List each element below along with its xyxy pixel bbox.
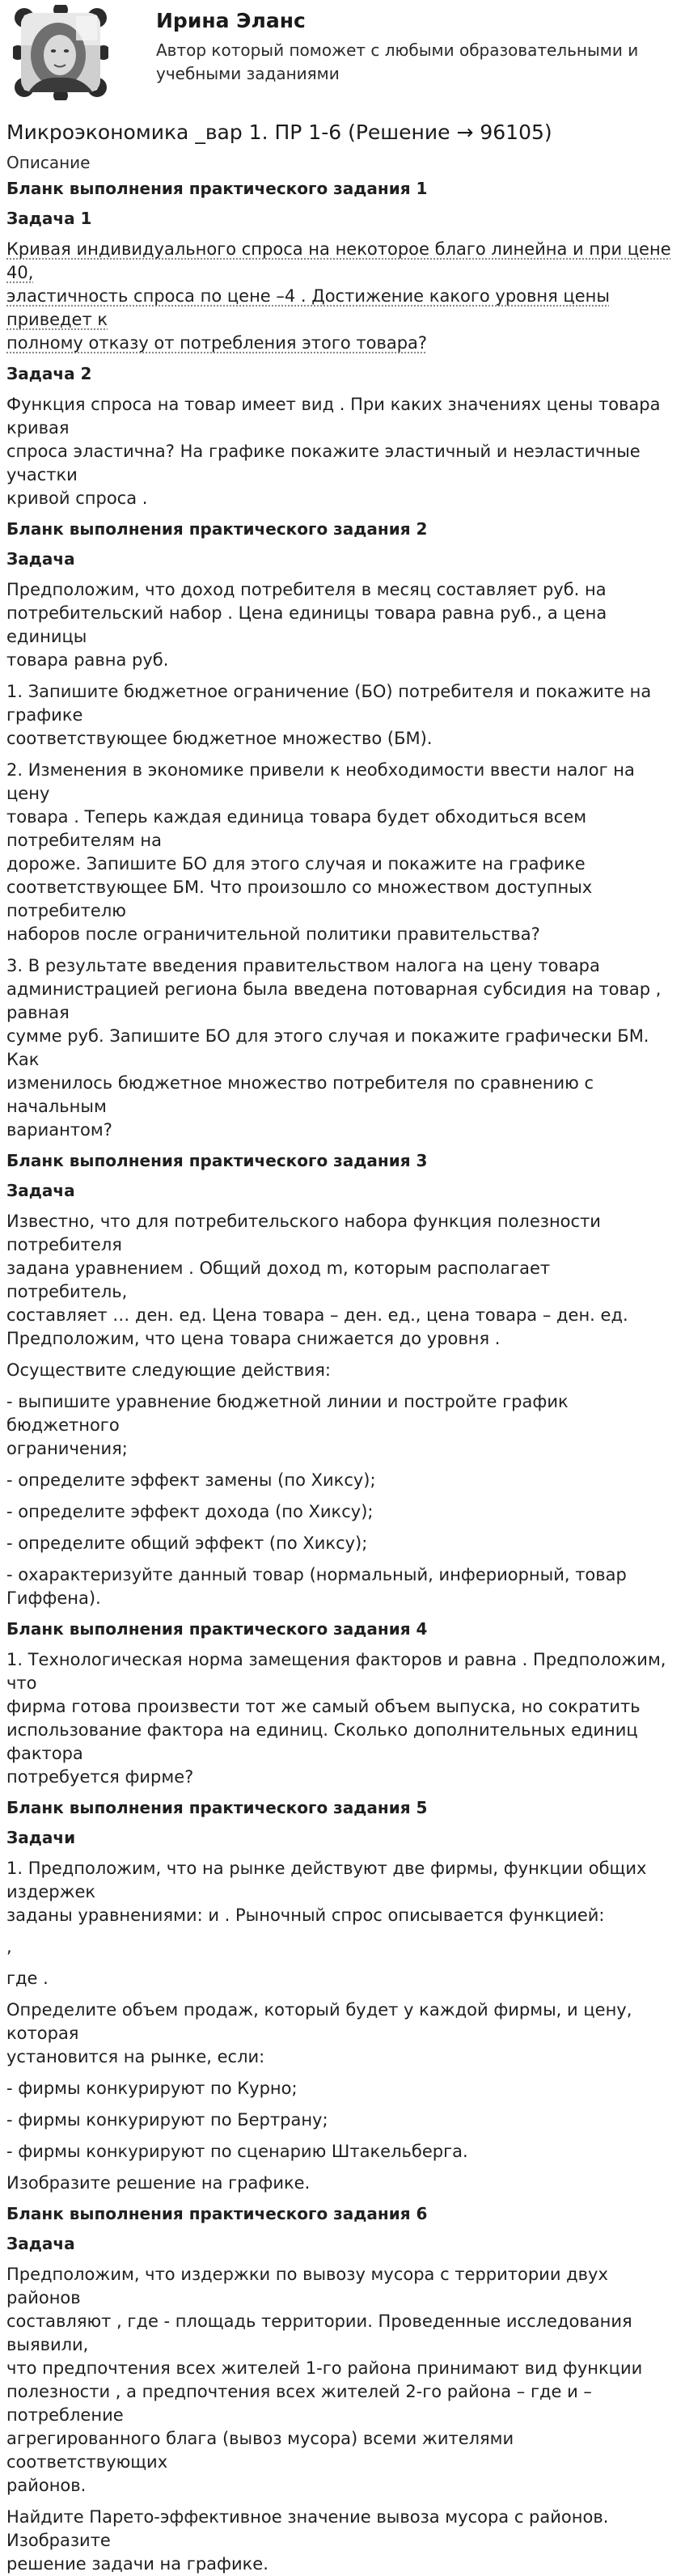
section-6-task-heading: Задача: [6, 2234, 75, 2253]
section-6-heading: Бланк выполнения практического задания 6: [6, 2204, 428, 2223]
author-name[interactable]: Ирина Эланс: [156, 9, 306, 32]
section-3-list-item: - определите эффект дохода (по Хиксу);: [6, 1502, 374, 1521]
author-description: Автор который поможет с любыми образовательными и учебными заданиями: [156, 40, 639, 83]
section-5-paragraph: где .: [6, 1969, 49, 1988]
section-3-paragraph: Осуществите следующие действия:: [6, 1360, 331, 1380]
section-4-heading: Бланк выполнения практического задания 4: [6, 1619, 428, 1639]
task-2-heading: Задача 2: [6, 364, 92, 383]
description-label: Описание: [6, 153, 91, 172]
section-6-paragraph: Найдите Парето-эффективное значение вывоза мусора с районов. Изобразите решение задачи на графике.: [6, 2507, 609, 2574]
section-5-list-item: - фирмы конкурируют по Курно;: [6, 2079, 298, 2098]
document-title: Микроэкономика _вар 1. ПР 1-6 (Решение → 96105): [6, 121, 552, 144]
section-3-paragraph: Известно, что для потребительского набора функция полезности потребителя задана уравнением . Общий доход m, которым располагает потребитель, составляет … ден. ед. Цена товара – ден. ед., цена товара – ден. ед. Предположим, что цена товара снижается до уровня .: [6, 1212, 628, 1348]
task-2-text: Функция спроса на товар имеет вид . При каких значениях цены товара кривая спроса эластична? На графике покажите эластичный и неэластичные участки кривой спроса .: [6, 395, 661, 508]
section-2-heading: Бланк выполнения практического задания 2: [6, 519, 428, 539]
section-2-paragraph: 3. В результате введения правительством налога на цену товара администрацией региона была введена потоварная субсидия на товар , равная сумме руб. Запишите БО для этого случая и покажите графически БМ. Как изменилось бюджетное множество потребителя по сравнению с начальным вариантом?: [6, 956, 662, 1140]
section-2-paragraph: 2. Изменения в экономике привели к необходимости ввести налог на цену товара . Теперь каждая единица товара будет обходиться всем потребителям на дороже. Запишите БО для этого случая и покажите на графике соответствующее БМ. Что произошло со множеством доступных потребителю наборов после ограничительной политики правительства?: [6, 760, 635, 944]
section-2-paragraph: 1. Запишите бюджетное ограничение (БО) потребителя и покажите на графике соответствующее бюджетное множество (БМ).: [6, 682, 652, 748]
section-2-task-heading: Задача: [6, 549, 75, 569]
section-3-task-heading: Задача: [6, 1181, 75, 1200]
section-3-list-item: - определите эффект замены (по Хиксу);: [6, 1470, 376, 1490]
task-1-text: Кривая индивидуального спроса на некоторое благо линейна и при цене 40, эластичность спроса по цене –4 . Достижение какого уровня цены приведет к полному отказу от потребления этого товара?: [6, 239, 671, 353]
section-1-heading: Бланк выполнения практического задания 1: [6, 179, 428, 198]
section-5-heading: Бланк выполнения практического задания 5: [6, 1798, 428, 1817]
section-6-paragraph: Предположим, что издержки по вывозу мусора с территории двух районов составляют , где - площадь территории. Проведенные исследования выявили, что предпочтения всех жителей 1-го района принимают вид функции полезности , а предпочтения всех жителей 2-го района – где и – потребление агрегированного блага (вывоз мусора) всеми жителями соответствующих районов.: [6, 2265, 643, 2495]
author-header: [6, 0, 671, 107]
section-4-paragraph: 1. Технологическая норма замещения факторов и равна . Предположим, что фирма готова произвести тот же самый объем выпуска, но сократить использование фактора на единиц. Сколько дополнительных единиц фактора потребуется фирме?: [6, 1650, 666, 1787]
section-5-list-item: - фирмы конкурируют по Бертрану;: [6, 2110, 328, 2130]
author-avatar[interactable]: [13, 5, 108, 100]
section-3-list-item: - охарактеризуйте данный товар (нормальный, инфериорный, товар Гиффена).: [6, 1565, 627, 1608]
section-3-list-item: - выпишите уравнение бюджетной линии и постройте график бюджетного ограничения;: [6, 1392, 569, 1458]
section-3-heading: Бланк выполнения практического задания 3: [6, 1151, 428, 1170]
section-5-task-heading: Задачи: [6, 1828, 76, 1847]
section-5-paragraph: 1. Предположим, что на рынке действуют две фирмы, функции общих издержек заданы уравнениями: и . Рыночный спрос описывается функцией:: [6, 1859, 647, 1925]
section-5-paragraph: ,: [6, 1937, 12, 1956]
section-2-paragraph: Предположим, что доход потребителя в месяц составляет руб. на потребительский набор . Цена единицы товара равна руб., а цена единицы товара равна руб.: [6, 580, 607, 670]
section-3-list-item: - определите общий эффект (по Хиксу);: [6, 1533, 368, 1553]
section-5-paragraph: Изобразите решение на графике.: [6, 2173, 311, 2193]
section-5-list-item: - фирмы конкурируют по сценарию Штакельберга.: [6, 2142, 468, 2161]
section-5-paragraph: Определите объем продаж, который будет у каждой фирмы, и цену, которая установится на рынке, если:: [6, 2000, 632, 2066]
task-1-heading: Задача 1: [6, 209, 92, 228]
